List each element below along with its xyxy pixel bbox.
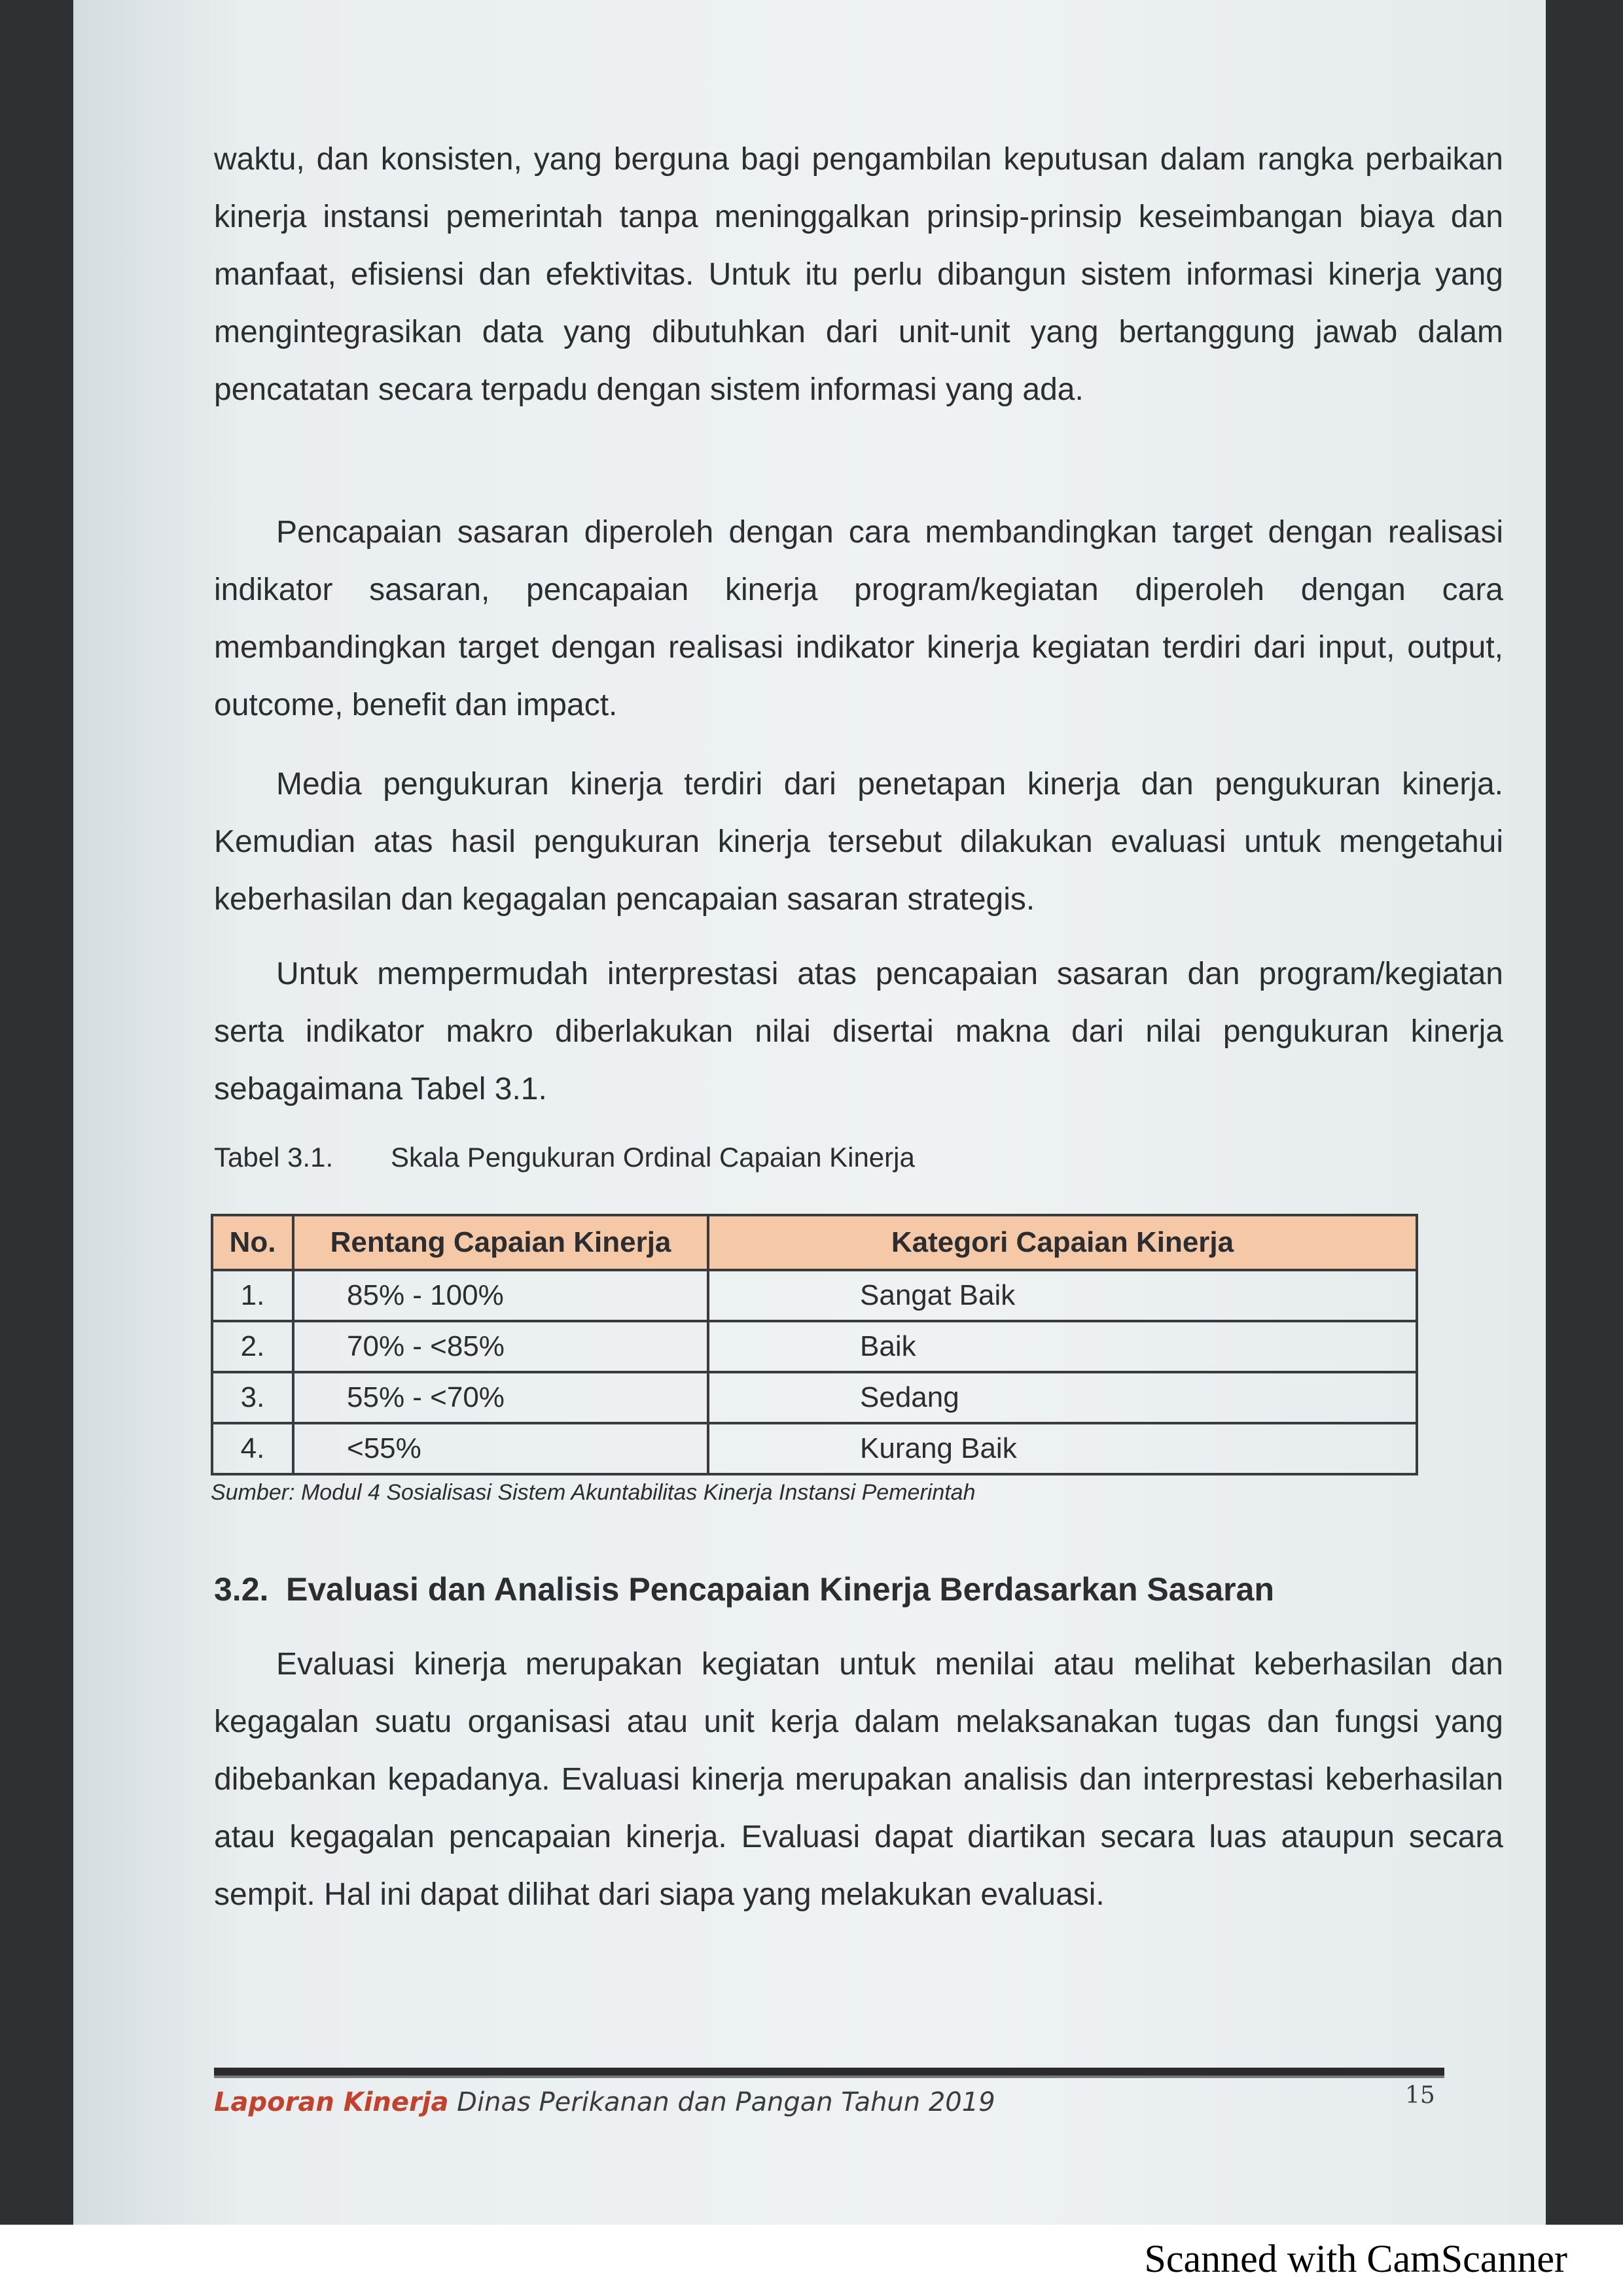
cell-range: 55% - <70%	[293, 1372, 708, 1423]
camscanner-watermark: Scanned with CamScanner	[1144, 2237, 1567, 2280]
table-row	[212, 1423, 1417, 1474]
footer-accent: Laporan Kinerja	[214, 2087, 449, 2117]
paragraph-text: Evaluasi kinerja merupakan kegiatan untuk menilai atau melihat keberhasilan dan kegagalan suatu organisasi atau unit kerja dalam melaksanakan tugas dan fungsi yang dibebankan kepadanya. Evaluasi kinerja merupakan analisis dan interprestasi keberhasilan atau kegagalan pencapaian kinerja. Evaluasi dapat diartikan secara luas ataupun secara sempit. Hal ini dapat dilihat dari siapa yang melakukan evaluasi.	[214, 1647, 1503, 1912]
cell-range: 85% - 100%	[293, 1270, 708, 1321]
paragraph-text: Pencapaian sasaran diperoleh dengan cara membandingkan target dengan realisasi indikator sasaran, pencapaian kinerja program/kegiatan diperoleh dengan cara membandingkan target dengan realisasi indikator kinerja kegiatan terdiri dari input, output, outcome, benefit dan impact.	[214, 515, 1503, 722]
paragraph	[214, 1636, 1503, 1924]
paragraph	[214, 945, 1503, 1118]
cell-no: 1.	[212, 1270, 293, 1321]
table-row	[212, 1372, 1417, 1423]
table-caption-title: Skala Pengukuran Ordinal Capaian Kinerja	[391, 1142, 915, 1173]
section-heading	[214, 1570, 1274, 1608]
table-row	[212, 1321, 1417, 1372]
cell-no: 4.	[212, 1423, 293, 1474]
paragraph	[214, 504, 1503, 734]
section-title: Evaluasi dan Analisis Pencapaian Kinerja Berdasarkan Sasaran	[286, 1571, 1274, 1608]
paragraph-text: Untuk mempermudah interprestasi atas pencapaian sasaran dan program/kegiatan serta indikator makro diberlakukan nilai disertai makna dari nilai pengukuran kinerja sebagaimana Tabel 3.1.	[214, 957, 1503, 1106]
cell-range: 70% - <85%	[293, 1321, 708, 1372]
document-page	[73, 0, 1546, 2225]
table-caption	[214, 1142, 915, 1173]
header-range: Rentang Capaian Kinerja	[293, 1215, 708, 1270]
cell-range: <55%	[293, 1423, 708, 1474]
footer-rest: Dinas Perikanan dan Pangan Tahun 2019	[448, 2087, 995, 2117]
paragraph-text: Media pengukuran kinerja terdiri dari penetapan kinerja dan pengukuran kinerja. Kemudian atas hasil pengukuran kinerja tersebut dilakukan evaluasi untuk mengetahui keberhasilan dan kegagalan pencapaian sasaran strategis.	[214, 767, 1503, 917]
page-number: 15	[1405, 2082, 1435, 2109]
performance-scale-table	[211, 1214, 1418, 1475]
paragraph: waktu, dan konsisten, yang berguna bagi pengambilan keputusan dalam rangka perbaikan kinerja instansi pemerintah tanpa meninggalkan prinsip-prinsip keseimbangan biaya dan manfaat, efisiensi dan efektivitas. Untuk itu perlu dibangun sistem informasi kinerja yang mengintegrasikan data yang dibutuhkan dari unit-unit yang bertanggung jawab dalam pencatatan secara terpadu dengan sistem informasi yang ada.	[214, 142, 1503, 407]
header-no: No.	[212, 1215, 293, 1270]
table-source: Sumber: Modul 4 Sosialisasi Sistem Akuntabilitas Kinerja Instansi Pemerintah	[211, 1480, 976, 1505]
footer-title	[214, 2087, 995, 2117]
cell-no: 2.	[212, 1321, 293, 1372]
header-category: Kategori Capaian Kinerja	[708, 1215, 1417, 1270]
cell-category: Sedang	[708, 1372, 1417, 1423]
table-caption-number: Tabel 3.1.	[214, 1142, 334, 1173]
cell-category: Kurang Baik	[708, 1423, 1417, 1474]
footer-divider	[214, 2068, 1444, 2078]
cell-category: Baik	[708, 1321, 1417, 1372]
table-header-row	[212, 1215, 1417, 1270]
cell-category: Sangat Baik	[708, 1270, 1417, 1321]
cell-no: 3.	[212, 1372, 293, 1423]
table-row	[212, 1270, 1417, 1321]
paragraph	[214, 756, 1503, 928]
section-number: 3.2.	[214, 1571, 269, 1608]
